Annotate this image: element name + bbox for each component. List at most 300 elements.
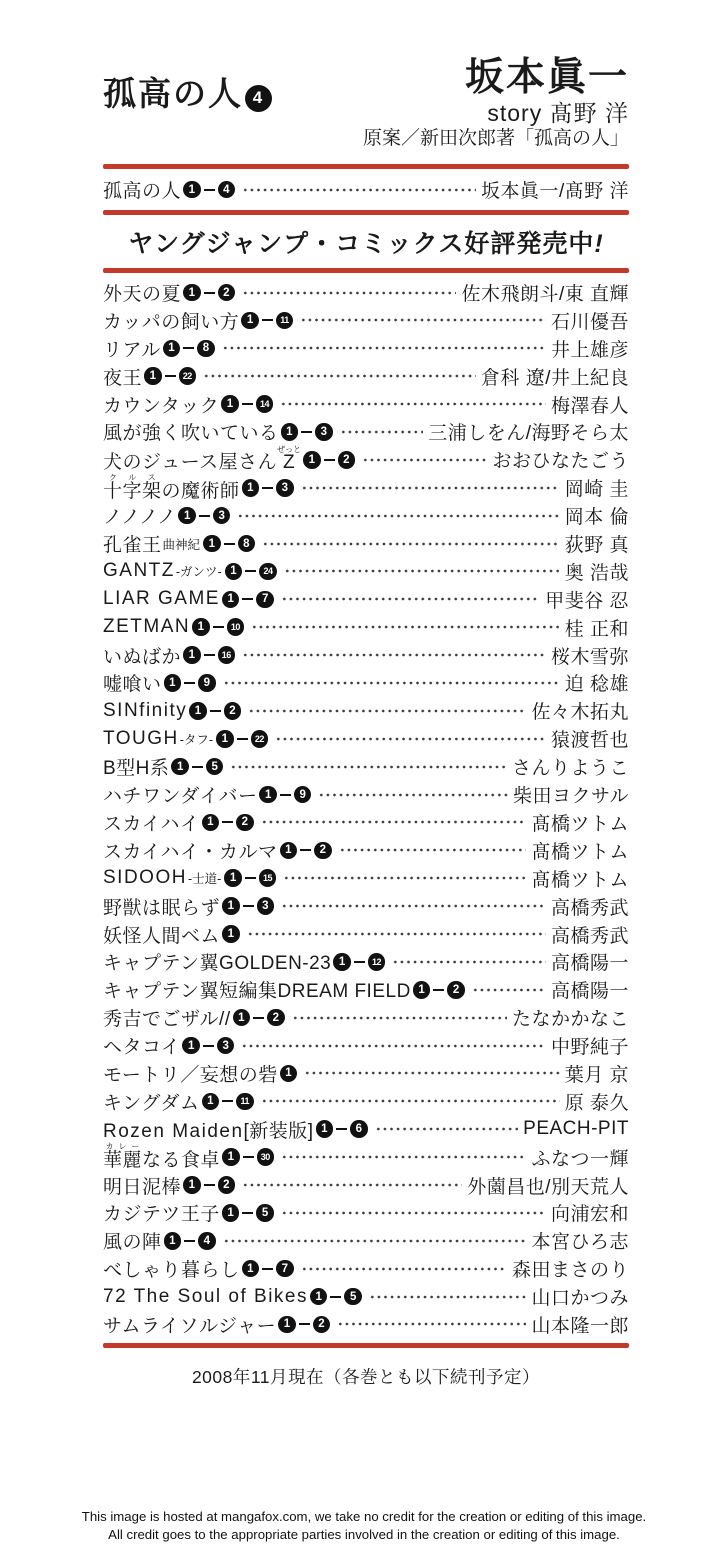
title-segment: 孔雀王 (103, 535, 162, 557)
dotted-leader (362, 456, 487, 464)
volume-badge: 1 (183, 284, 201, 302)
artist-name: 坂本眞一 (464, 56, 629, 99)
original-work-credit: 原案／新田次郎著「孤高の人」 (362, 128, 629, 150)
volume-badge: 3 (276, 479, 294, 497)
volume-badge: 10 (227, 618, 245, 636)
series-title (103, 867, 222, 889)
volume-badge: 22 (251, 730, 269, 748)
dotted-leader (281, 1209, 546, 1217)
volume-badge: 1 (178, 507, 196, 525)
dotted-leader (222, 344, 546, 352)
title-segment: いぬばか (103, 646, 182, 668)
author-name: 甲斐谷 忍 (545, 590, 629, 612)
dotted-leader (472, 986, 546, 994)
volume-badge: 8 (197, 340, 215, 358)
series-title (103, 728, 214, 750)
author-name: 高橋秀武 (550, 897, 629, 919)
volume-range-dash (204, 189, 215, 191)
list-item (103, 753, 629, 781)
author-name: 柴田ヨクサル (512, 786, 629, 808)
volume-range-dash (262, 1268, 273, 1270)
volume-badge: 9 (198, 674, 216, 692)
title-segment: -ガンツ- (175, 565, 222, 580)
title-segment: SINfinity (103, 699, 188, 721)
volume-badge: 3 (217, 1037, 235, 1055)
volume-badge: 22 (179, 367, 197, 385)
title-segment: キャプテン翼短編集DREAM FIELD (103, 981, 411, 1003)
series-title-text: 孤高の人 (103, 75, 243, 112)
list-item (103, 1032, 629, 1060)
author-name: 原 泰久 (564, 1092, 629, 1114)
title-segment: 外天の夏 (103, 284, 182, 306)
disclaimer-line-2: All credit goes to the appropriate parties involved in the creation or editing of this image. (108, 1526, 620, 1542)
series-title (103, 335, 161, 362)
dotted-leader (223, 1237, 527, 1245)
dotted-leader (284, 567, 560, 575)
list-item (103, 585, 629, 613)
volume-range-dash (184, 682, 195, 684)
series-title (103, 781, 257, 808)
volume-badge: 1 (224, 869, 242, 887)
dotted-leader (281, 902, 546, 910)
series-volume-badge: 4 (245, 85, 272, 112)
dotted-leader (337, 1320, 526, 1328)
title-segment: モートリ／妄想の砦 (103, 1064, 278, 1086)
title-segment: Rozen Maiden (103, 1120, 244, 1142)
author-name: 桂 正和 (564, 618, 629, 640)
volume-range-dash (222, 1100, 233, 1102)
dotted-leader (223, 679, 560, 687)
author-name: 坂本眞一/髙野 洋 (480, 181, 629, 203)
volume-badge: 1 (203, 535, 221, 553)
title-segment: 妖怪人間ベム (103, 925, 221, 947)
list-item (103, 976, 629, 1004)
author-name: 奥 浩哉 (564, 562, 629, 584)
volume-range-dash (224, 543, 235, 545)
list-item (103, 446, 629, 474)
volume-badge: 3 (257, 897, 275, 915)
series-title (103, 1199, 220, 1226)
list-item (103, 697, 629, 725)
ruby-annotated-text: 華麗カレー (103, 1142, 143, 1172)
volume-badge: 2 (447, 981, 465, 999)
author-name: 外薗昌也/別天荒人 (467, 1176, 629, 1198)
list-item (103, 1115, 629, 1143)
dotted-leader (375, 1125, 519, 1133)
series-title (103, 1172, 181, 1199)
volume-range-dash (330, 1296, 341, 1298)
series-title (103, 56, 274, 115)
author-name: 佐木飛朗斗/東 直輝 (461, 284, 629, 306)
list-item (103, 530, 629, 558)
list-item (103, 1060, 629, 1088)
content-column (103, 0, 629, 1389)
volume-badge: 6 (350, 1120, 368, 1138)
current-series-row (103, 176, 629, 204)
volume-badge: 5 (344, 1288, 362, 1306)
series-title (103, 642, 181, 669)
title-segment: 秀吉でごザル// (103, 1009, 231, 1031)
dotted-leader (281, 595, 540, 603)
list-item (103, 641, 629, 669)
volume-range-dash (262, 319, 273, 321)
volume-badge: 7 (256, 591, 274, 609)
series-title (103, 1088, 200, 1115)
series-title (103, 700, 187, 722)
volume-badge: 8 (238, 535, 256, 553)
dotted-leader (242, 186, 476, 194)
series-title (103, 391, 219, 418)
dotted-leader (283, 874, 526, 882)
list-item (103, 892, 629, 920)
series-title (103, 530, 201, 557)
red-rule-4 (103, 1343, 629, 1348)
series-title (103, 1255, 240, 1282)
list-item (103, 613, 629, 641)
series-title (103, 445, 301, 474)
volume-range-dash (301, 431, 312, 433)
volume-range-dash (324, 459, 335, 461)
list-item (103, 1227, 629, 1255)
volume-badge: 1 (222, 591, 240, 609)
volume-badge: 7 (276, 1260, 294, 1278)
dotted-leader (392, 958, 546, 966)
list-item (103, 557, 629, 585)
volume-range-dash (199, 515, 210, 517)
ruby-annotated-text: 十字架クルス (103, 472, 162, 502)
author-name: 石川優吾 (550, 311, 629, 333)
title-segment: 孤高の人 (103, 181, 182, 203)
dotted-leader (318, 791, 507, 799)
title-segment: キャプテン翼GOLDEN-23 (103, 953, 332, 975)
title-segment: 風の陣 (103, 1232, 162, 1254)
current-series-section (103, 169, 629, 210)
title-segment: LIAR GAME (103, 588, 220, 610)
volume-badge: 11 (276, 312, 294, 330)
volume-range-dash (242, 403, 253, 405)
volume-range-dash (242, 1212, 253, 1214)
series-title (103, 893, 220, 920)
volume-range-dash (262, 487, 273, 489)
volume-badge: 1 (182, 1037, 200, 1055)
volume-badge: 1 (242, 1260, 260, 1278)
dotted-leader (262, 540, 560, 548)
list-item (103, 502, 629, 530)
dotted-leader (251, 623, 560, 631)
sales-banner-exclamation: ! (594, 229, 604, 258)
volume-badge: 1 (192, 618, 210, 636)
title-segment: -士道- (187, 872, 222, 887)
series-title (103, 418, 279, 445)
title-segment: キングダム (103, 1092, 200, 1114)
volume-badge: 1 (222, 1148, 240, 1166)
author-name: 迫 稔雄 (564, 674, 629, 696)
author-name: 井上雄彦 (550, 339, 629, 361)
title-segment: GANTZ (103, 560, 175, 582)
volume-range-dash (245, 570, 256, 572)
volume-badge: 1 (222, 925, 240, 943)
dotted-leader (340, 428, 424, 436)
title-segment: カジテツ王子 (103, 1204, 220, 1226)
volume-range-dash (280, 794, 291, 796)
volume-badge: 1 (233, 1009, 251, 1027)
volume-badge: 1 (280, 1065, 298, 1083)
list-item (103, 836, 629, 864)
title-segment: 72 The Soul of Bikes (103, 1285, 308, 1307)
volume-range-dash (243, 1156, 254, 1158)
title-segment: 嘘喰い (103, 674, 162, 696)
volume-badge: 1 (278, 1316, 296, 1334)
series-title (103, 753, 169, 780)
author-name: 佐々木拓丸 (531, 702, 629, 724)
volume-badge: 1 (333, 953, 351, 971)
volume-badge: 1 (281, 423, 299, 441)
list-item (103, 279, 629, 307)
title-segment: ZETMAN (103, 616, 191, 638)
title-segment: TOUGH (103, 727, 179, 749)
hosting-disclaimer (0, 1508, 728, 1543)
author-name: 猿渡哲也 (550, 730, 629, 752)
author-name: さんりようこ (511, 758, 629, 780)
list-item (103, 1255, 629, 1283)
title-segment: 犬のジュース屋さん (103, 452, 278, 474)
author-name: 桜木雪弥 (550, 646, 629, 668)
volume-range-dash (204, 654, 215, 656)
dotted-leader (241, 1042, 546, 1050)
volume-badge: 11 (236, 1093, 254, 1111)
list-item (103, 1311, 629, 1339)
story-credit: story 髙野 洋 (487, 99, 629, 126)
volume-range-dash (253, 1017, 264, 1019)
volume-badge: 1 (303, 451, 321, 469)
series-title (103, 976, 411, 1003)
volume-badge: 2 (313, 1316, 331, 1334)
title-segment: カッパの飼い方 (103, 311, 240, 333)
title-segment: スカイハイ (103, 813, 200, 835)
title-segment: 明日泥棒 (103, 1176, 182, 1198)
author-name: 本宮ひろ志 (531, 1232, 629, 1254)
series-title (103, 616, 190, 638)
page-header (103, 56, 629, 150)
author-name: 岡崎 圭 (564, 479, 629, 501)
volume-badge: 1 (183, 646, 201, 664)
list-item (103, 948, 629, 976)
list-item (103, 669, 629, 697)
list-item (103, 1199, 629, 1227)
series-title (103, 307, 239, 334)
title-segment: なる食卓 (142, 1150, 221, 1172)
volume-badge: 30 (257, 1148, 275, 1166)
list-item (103, 306, 629, 334)
volume-badge: 12 (368, 953, 386, 971)
volume-badge: 1 (280, 842, 298, 860)
volume-badge: 1 (164, 674, 182, 692)
volume-badge: 1 (222, 897, 240, 915)
series-title (103, 837, 278, 864)
series-title (103, 948, 331, 975)
dotted-leader (280, 400, 546, 408)
volume-range-dash (204, 1184, 215, 1186)
list-item (103, 781, 629, 809)
dotted-leader (247, 930, 546, 938)
series-title (103, 1227, 162, 1254)
volume-badge: 5 (256, 1204, 274, 1222)
volume-range-dash (242, 598, 253, 600)
volume-badge: 24 (259, 563, 277, 581)
series-title (103, 669, 162, 696)
title-segment: 野獣は眠らず (103, 897, 221, 919)
dotted-leader (275, 735, 546, 743)
footer-note: 2008年11月現在（各巻とも以下続刊予定） (191, 1367, 541, 1388)
title-segment: 曲神紀 (162, 537, 201, 552)
series-title (103, 363, 142, 390)
series-title (103, 1286, 308, 1308)
author-name: 髙橋ツトム (531, 841, 629, 863)
volume-badge: 1 (183, 1176, 201, 1194)
dotted-leader (301, 484, 560, 492)
volume-badge: 1 (242, 479, 260, 497)
title-list (103, 273, 629, 1344)
volume-badge: 1 (310, 1288, 328, 1306)
author-name: 高橋陽一 (550, 981, 629, 1003)
volume-badge: 4 (198, 1232, 216, 1250)
title-segment: 風が強く吹いている (103, 423, 279, 445)
author-name: 葉月 京 (564, 1064, 629, 1086)
series-title (103, 176, 181, 203)
list-item (103, 390, 629, 418)
volume-range-dash (210, 710, 221, 712)
list-item (103, 334, 629, 362)
volume-range-dash (237, 738, 248, 740)
title-segment: リアル (103, 339, 161, 361)
volume-badge: 1 (163, 340, 181, 358)
volume-range-dash (433, 989, 444, 991)
sales-banner (103, 215, 629, 268)
dotted-leader (339, 846, 527, 854)
title-segment: べしゃり暮らし (103, 1260, 240, 1282)
volume-range-dash (184, 1240, 195, 1242)
volume-badge: 1 (225, 563, 243, 581)
volume-badge: 1 (259, 786, 277, 804)
title-segment: 夜王 (103, 367, 143, 389)
series-title (103, 502, 176, 529)
volume-badge: 1 (144, 367, 162, 385)
volume-badge: 2 (224, 702, 242, 720)
disclaimer-line-1: This image is hosted at mangafox.com, we take no credit for the creation or editing of this image. (81, 1509, 647, 1525)
volume-range-dash (245, 877, 256, 879)
volume-badge: 9 (294, 786, 312, 804)
author-name: ふなつ一輝 (531, 1148, 629, 1170)
dotted-leader (261, 818, 527, 826)
title-segment: サムライソルジャー (103, 1315, 277, 1337)
volume-badge: 2 (236, 814, 254, 832)
volume-range-dash (165, 375, 176, 377)
volume-range-dash (213, 626, 224, 628)
volume-badge: 1 (221, 395, 239, 413)
volume-badge: 1 (413, 981, 431, 999)
volume-badge: 1 (189, 702, 207, 720)
series-title (103, 1004, 231, 1031)
volume-range-dash (183, 347, 194, 349)
volume-badge: 1 (202, 1093, 220, 1111)
volume-range-dash (354, 961, 365, 963)
series-title (103, 588, 220, 610)
series-title (103, 1311, 276, 1338)
volume-badge: 2 (314, 842, 332, 860)
author-name: 森田まさのり (511, 1260, 629, 1282)
title-segment: -タフ- (179, 732, 214, 747)
list-item (103, 809, 629, 837)
series-title (103, 1032, 180, 1059)
volume-badge: 14 (256, 395, 274, 413)
volume-badge: 2 (218, 284, 236, 302)
list-item (103, 474, 629, 502)
ruby-annotated-text: Zぜっと (277, 445, 302, 474)
volume-range-dash (204, 292, 215, 294)
title-segment: の魔術師 (161, 480, 240, 502)
credits-block (363, 56, 629, 150)
volume-badge: 2 (267, 1009, 285, 1027)
author-name: 中野純子 (550, 1037, 629, 1059)
volume-range-dash (222, 821, 233, 823)
volume-range-dash (336, 1128, 347, 1130)
dotted-leader (301, 1265, 507, 1273)
dotted-leader (292, 1014, 507, 1022)
volume-badge: 1 (216, 730, 234, 748)
author-name: たなかかなこ (511, 1009, 629, 1031)
dotted-leader (230, 763, 507, 771)
author-name: 髙橋ツトム (531, 813, 629, 835)
title-segment: ヘタコイ (103, 1037, 181, 1059)
author-name: 梅澤春人 (550, 395, 629, 417)
title-segment: ハチワンダイバー (103, 786, 258, 808)
dotted-leader (300, 316, 546, 324)
title-segment: SIDOOH (103, 867, 187, 889)
dotted-leader (281, 1153, 526, 1161)
title-segment: B型H系 (103, 758, 170, 780)
series-title (103, 1060, 278, 1087)
title-segment: スカイハイ・カルマ (103, 841, 278, 863)
volume-badge: 1 (222, 1204, 240, 1222)
volume-badge: 15 (259, 869, 277, 887)
volume-badge: 2 (218, 1176, 236, 1194)
volume-badge: 1 (164, 1232, 182, 1250)
author-name: 山本隆一郎 (531, 1315, 629, 1337)
author-name: 三浦しをん/海野そら太 (428, 423, 629, 445)
volume-range-dash (203, 1045, 214, 1047)
series-title (103, 1142, 220, 1172)
volume-badge: 1 (171, 758, 189, 776)
title-segment: ノノノノ (103, 507, 177, 529)
author-name: 荻野 真 (564, 535, 629, 557)
series-title (103, 1116, 314, 1143)
dotted-leader (242, 1181, 462, 1189)
dotted-leader (304, 1069, 559, 1077)
series-title (103, 560, 223, 582)
list-item (103, 864, 629, 892)
dotted-leader (237, 512, 559, 520)
dotted-leader (261, 1097, 560, 1105)
author-name: 向浦宏和 (550, 1204, 629, 1226)
list-item (103, 1171, 629, 1199)
author-name: 高橋秀武 (550, 925, 629, 947)
volume-range-dash (300, 849, 311, 851)
volume-range-dash (299, 1323, 310, 1325)
series-title (103, 473, 240, 503)
volume-badge: 2 (338, 451, 356, 469)
dotted-leader (242, 289, 456, 297)
volume-badge: 1 (202, 814, 220, 832)
